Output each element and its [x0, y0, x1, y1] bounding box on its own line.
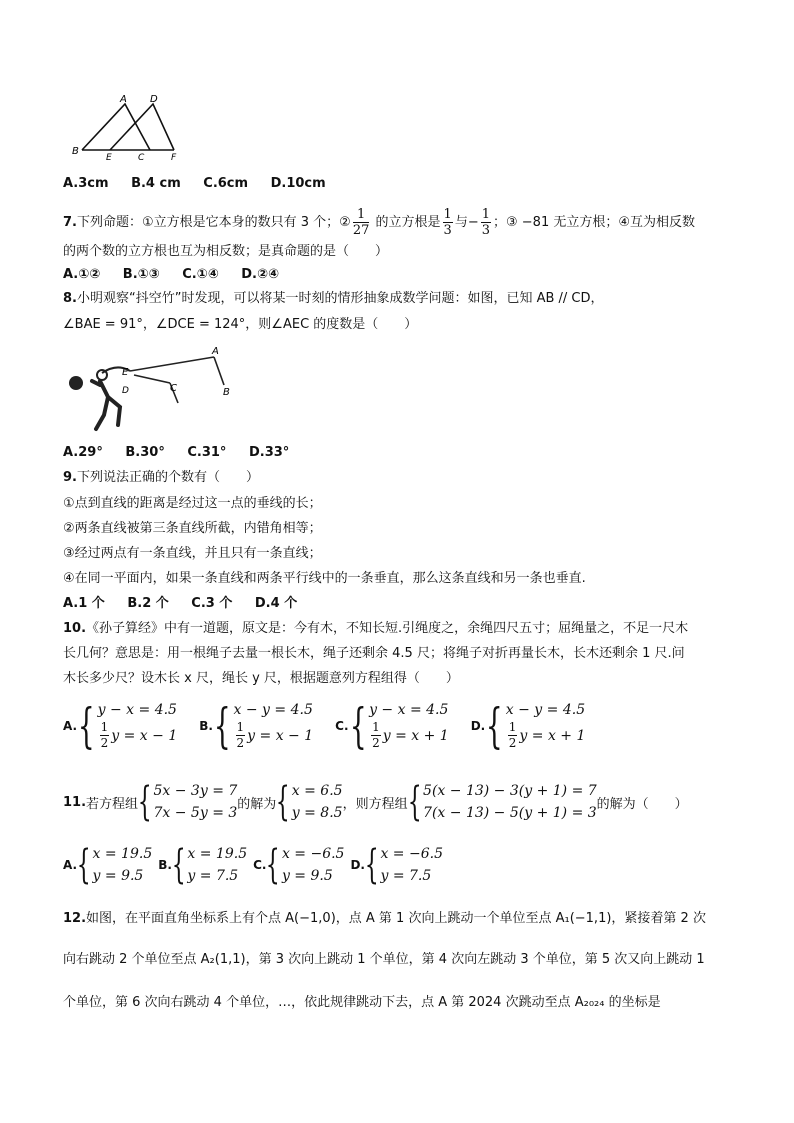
brace: { [77, 697, 95, 754]
eq2-text: y = x + 1 [519, 727, 586, 744]
q10-line2: 长几何？意思是：用一根绳子去量一根长木，绳子还剩余 4.5 尺；将绳子对折再量长木，长木还剩余 1 尺.问 [63, 646, 685, 661]
q11-sys1-eq1: 5x − 3y = 7 [153, 783, 238, 799]
q8-options [63, 444, 307, 462]
q7-option-a: A.①② [63, 267, 101, 282]
q7-text1: 下列命题：①立方根是它本身的数只有 3 个；② [76, 215, 351, 230]
q11-sys2-eq2: 7(x − 13) − 5(y + 1) = 3 [423, 805, 597, 821]
frac-den: 2 [236, 736, 245, 750]
eq2 [234, 720, 314, 751]
q9-number: 9. [63, 470, 77, 485]
q11-text3: ，则方程组 [342, 796, 408, 812]
eq2: y = 7.5 [380, 868, 432, 884]
q11-option-b [158, 843, 247, 887]
q7-number: 7. [63, 215, 77, 230]
q9-stem [63, 469, 259, 487]
option-label: A. [63, 718, 78, 733]
option-label: D. [350, 858, 365, 872]
q6-option-a: A.3cm [63, 176, 109, 191]
label-e: E [106, 153, 112, 162]
label-d: D [150, 94, 158, 105]
eq1: y − x = 4.5 [369, 702, 449, 718]
q10-number: 10. [63, 621, 87, 636]
q6-option-d: D.10cm [270, 176, 326, 191]
label-c: C [138, 153, 145, 162]
option-label: D. [470, 718, 486, 733]
half-frac [508, 720, 518, 751]
frac-den: 3 [481, 223, 490, 238]
brace: { [407, 779, 422, 825]
fig8-label-d: D [122, 386, 129, 396]
q11-text4: 的解为（ ） [596, 796, 688, 812]
frac-den: 27 [352, 223, 370, 238]
eq2-text: y = x − 1 [247, 727, 314, 744]
frac-num: 1 [353, 207, 370, 223]
label-f: F [171, 153, 177, 162]
q10-option-d [470, 697, 586, 754]
fig8-label-e: E [122, 367, 129, 378]
frac-num: 1 [372, 720, 380, 734]
frac-num: 1 [508, 720, 517, 734]
q10-option-a [63, 697, 178, 754]
fig8-label-c: C [170, 383, 177, 394]
eq1: x − y = 4.5 [505, 702, 586, 718]
q7-line1 [63, 206, 695, 240]
brace: { [171, 842, 186, 888]
q8-option-d: D.33° [248, 445, 290, 460]
frac-den: 3 [443, 223, 452, 238]
eq2 [369, 720, 449, 751]
frac-num: 1 [481, 207, 490, 222]
q7-text4: ；③ −81 无立方根；④互为相反数 [493, 215, 696, 230]
q11-options [63, 843, 449, 887]
q11-system1 [138, 780, 237, 824]
q11-sol1-eq2: y = 8.5 [291, 805, 343, 821]
eq2 [506, 720, 586, 751]
q12-line1 [63, 910, 706, 928]
eq1: x = 19.5 [187, 846, 248, 862]
q9-option-a: A.1 个 [63, 596, 105, 611]
eq1: x = 19.5 [92, 846, 153, 862]
frac-num: 1 [443, 207, 452, 222]
q11-sys2-eq1: 5(x − 13) − 3(y + 1) = 7 [423, 783, 597, 799]
q11-text1: 若方程组 [86, 796, 139, 812]
q9-option-c: C.3 个 [191, 596, 233, 611]
ball-icon [69, 376, 83, 390]
q11-option-a [63, 843, 152, 887]
q7-option-b: B.①③ [122, 267, 160, 282]
diabolo-figure [62, 345, 242, 435]
q12-text1: 如图，在平面直角坐标系上有个点 A(−1,0)，点 A 第 1 次向上跳动一个单位至点 A₁(−1,1)，紧接着第 2 次 [86, 911, 706, 926]
q6-options [63, 175, 344, 193]
frac-num: 1 [236, 720, 245, 734]
eq1: y − x = 4.5 [97, 702, 177, 718]
q11-number: 11. [63, 794, 87, 810]
q7-text3: 与− [454, 215, 479, 230]
q7-frac2 [443, 207, 453, 238]
q10-options [63, 697, 607, 754]
eq2: y = 9.5 [92, 868, 144, 884]
q12-line2: 向右跳动 2 个单位至点 A₂(1,1)，第 3 次向上跳动 1 个单位，第 4 次向左跳动 3 个单位，第 5 次又向上跳动 1 [63, 952, 705, 967]
eq1: x = −6.5 [281, 846, 345, 862]
q11-sys1-eq2: 7x − 5y = 3 [153, 805, 238, 821]
q9-item-2: ②两条直线被第三条直线所截，内错角相等； [63, 521, 322, 536]
q7-frac1 [353, 207, 370, 238]
q8-option-a: A.29° [63, 445, 103, 460]
q10-line1 [63, 620, 688, 638]
option-label: B. [158, 858, 172, 872]
q8-option-b: B.30° [125, 445, 165, 460]
brace: { [349, 697, 367, 754]
brace: { [213, 697, 231, 754]
option-label: C. [335, 718, 349, 733]
brace: { [137, 779, 152, 825]
frac-den: 2 [100, 736, 109, 750]
eq2: y = 9.5 [281, 868, 333, 884]
q11-option-d [350, 843, 443, 887]
q9-option-b: B.2 个 [127, 596, 169, 611]
q6-option-b: B.4 cm [131, 176, 181, 191]
brace: { [276, 779, 291, 825]
q9-item-1: ①点到直线的距离是经过这一点的垂线的长； [63, 496, 322, 511]
label-a: A [120, 94, 127, 105]
q7-line2: 的两个数的立方根也互为相反数；是真命题的是（ ） [63, 244, 389, 259]
half-frac [100, 720, 110, 751]
frac-den: 2 [508, 736, 517, 750]
q12-line3: 个单位，第 6 次向右跳动 4 个单位，…，依此规律跳动下去，点 A 第 2024 次跳动至点 A₂₀₂₄ 的坐标是 [63, 995, 661, 1010]
brace: { [266, 842, 281, 888]
fig8-label-b: B [223, 387, 230, 398]
option-label: C. [253, 858, 267, 872]
q7-frac3 [481, 207, 491, 238]
half-frac [236, 720, 246, 751]
half-frac [371, 720, 381, 751]
q8-number: 8. [63, 291, 77, 306]
q8-line1 [63, 290, 604, 308]
label-b: B [72, 146, 79, 157]
q10-option-b [199, 697, 314, 754]
fig8-label-a: A [212, 346, 219, 357]
brace: { [486, 697, 503, 754]
q9-item-3: ③经过两点有一条直线，并且只有一条直线； [63, 546, 322, 561]
eq2: y = 7.5 [187, 868, 239, 884]
q11-sol1-eq1: x = 6.5 [291, 783, 343, 799]
eq2-text: y = x + 1 [382, 727, 449, 744]
q6-option-c: C.6cm [203, 176, 249, 191]
q11-system2 [408, 780, 597, 824]
q8-option-c: C.31° [187, 445, 227, 460]
eq2-text: y = x − 1 [111, 727, 178, 744]
frac-den: 2 [372, 736, 380, 750]
q9-stem-text: 下列说法正确的个数有（ ） [76, 470, 259, 485]
q11-stem [63, 780, 688, 824]
option-label: B. [199, 718, 213, 733]
q9-option-d: D.4 个 [254, 596, 298, 611]
eq1: x = −6.5 [380, 846, 443, 862]
q9-item-4: ④在同一平面内，如果一条直线和两条平行线中的一条垂直，那么这条直线和另一条也垂直. [63, 571, 586, 586]
brace: { [76, 842, 91, 888]
frac-num: 1 [100, 720, 109, 734]
eq2 [98, 720, 178, 751]
triangle-figure [70, 92, 185, 162]
q10-line3: 木长多少尺？设木长 x 尺，绳长 y 尺，根据题意列方程组得（ ） [63, 671, 459, 686]
q11-option-c [253, 843, 344, 887]
q11-text2: 的解为 [237, 796, 277, 812]
eq1: x − y = 4.5 [233, 702, 313, 718]
q9-options [63, 595, 315, 613]
q7-options [63, 266, 297, 284]
brace: { [364, 842, 379, 888]
q7-text2: 的立方根是 [371, 215, 441, 230]
q8-text1: 小明观察“抖空竹”时发现，可以将某一时刻的情形抽象成数学问题：如图，已知 AB // CD， [76, 291, 604, 306]
q10-text1: 《孙子算经》中有一道题，原文是：今有木，不知长短.引绳度之，余绳四尺五寸；屈绳量之，不足一尺木 [86, 621, 689, 636]
q10-option-c [335, 697, 449, 754]
q8-line2: ∠BAE = 91°，∠DCE = 124°，则∠AEC 的度数是（ ） [63, 317, 418, 332]
q7-option-d: D.②④ [241, 267, 279, 282]
q7-option-c: C.①④ [182, 267, 219, 282]
q12-number: 12. [63, 911, 87, 926]
option-label: A. [63, 858, 78, 872]
q11-solution1 [276, 780, 342, 824]
